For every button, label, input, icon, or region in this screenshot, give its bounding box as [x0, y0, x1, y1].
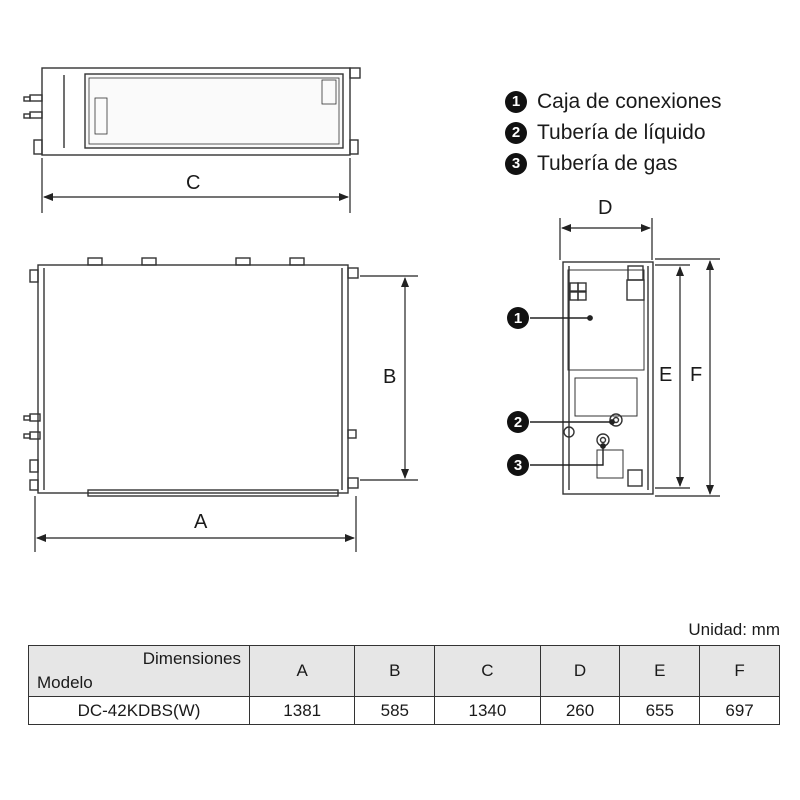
callout-3-gas-pipe: 3	[507, 454, 529, 476]
table-row	[29, 697, 780, 725]
legend-item-gas-pipe	[505, 148, 721, 179]
top-view	[24, 68, 360, 155]
table-cell-c: 1340	[435, 697, 540, 725]
legend-item-liquid-pipe	[505, 117, 721, 148]
table-header-c: C	[435, 646, 540, 697]
callout-1-junction-box: 1	[507, 307, 529, 329]
table-header-row	[29, 646, 780, 697]
unit-label: Unidad: mm	[688, 620, 780, 639]
dimension-d	[560, 218, 652, 260]
side-view	[563, 262, 653, 494]
table-cell-model: DC-42KDBS(W)	[29, 697, 250, 725]
table-corner-header	[29, 646, 250, 697]
table-header-e: E	[620, 646, 700, 697]
table-cell-e: 655	[620, 697, 700, 725]
table-cell-b: 585	[355, 697, 435, 725]
legend-label-2: Tubería de líquido	[537, 120, 706, 144]
table-header-d: D	[540, 646, 620, 697]
callout-2-liquid-pipe: 2	[507, 411, 529, 433]
table-cell-d: 260	[540, 697, 620, 725]
corner-label-model: Modelo	[37, 673, 93, 692]
table-header-a: A	[250, 646, 355, 697]
dimension-label-a: A	[194, 511, 208, 533]
legend-number-2: 2	[505, 122, 527, 144]
dimension-label-c: C	[186, 172, 201, 194]
dimension-label-e: E	[659, 364, 673, 386]
table-cell-a: 1381	[250, 697, 355, 725]
legend-item-junction-box	[505, 86, 721, 117]
legend-label-1: Caja de conexiones	[537, 89, 722, 113]
table-header-f: F	[700, 646, 780, 697]
table-cell-f: 697	[700, 697, 780, 725]
legend-label-3: Tubería de gas	[537, 151, 678, 175]
corner-label-dimensions: Dimensiones	[142, 649, 241, 668]
front-view	[24, 258, 358, 496]
legend-number-1: 1	[505, 91, 527, 113]
legend	[505, 86, 721, 179]
dimensions-table	[28, 645, 780, 725]
table-header-b: B	[355, 646, 435, 697]
dimension-label-b: B	[383, 366, 397, 388]
dimension-label-f: F	[690, 364, 703, 386]
legend-number-3: 3	[505, 153, 527, 175]
dimension-label-d: D	[598, 197, 613, 219]
